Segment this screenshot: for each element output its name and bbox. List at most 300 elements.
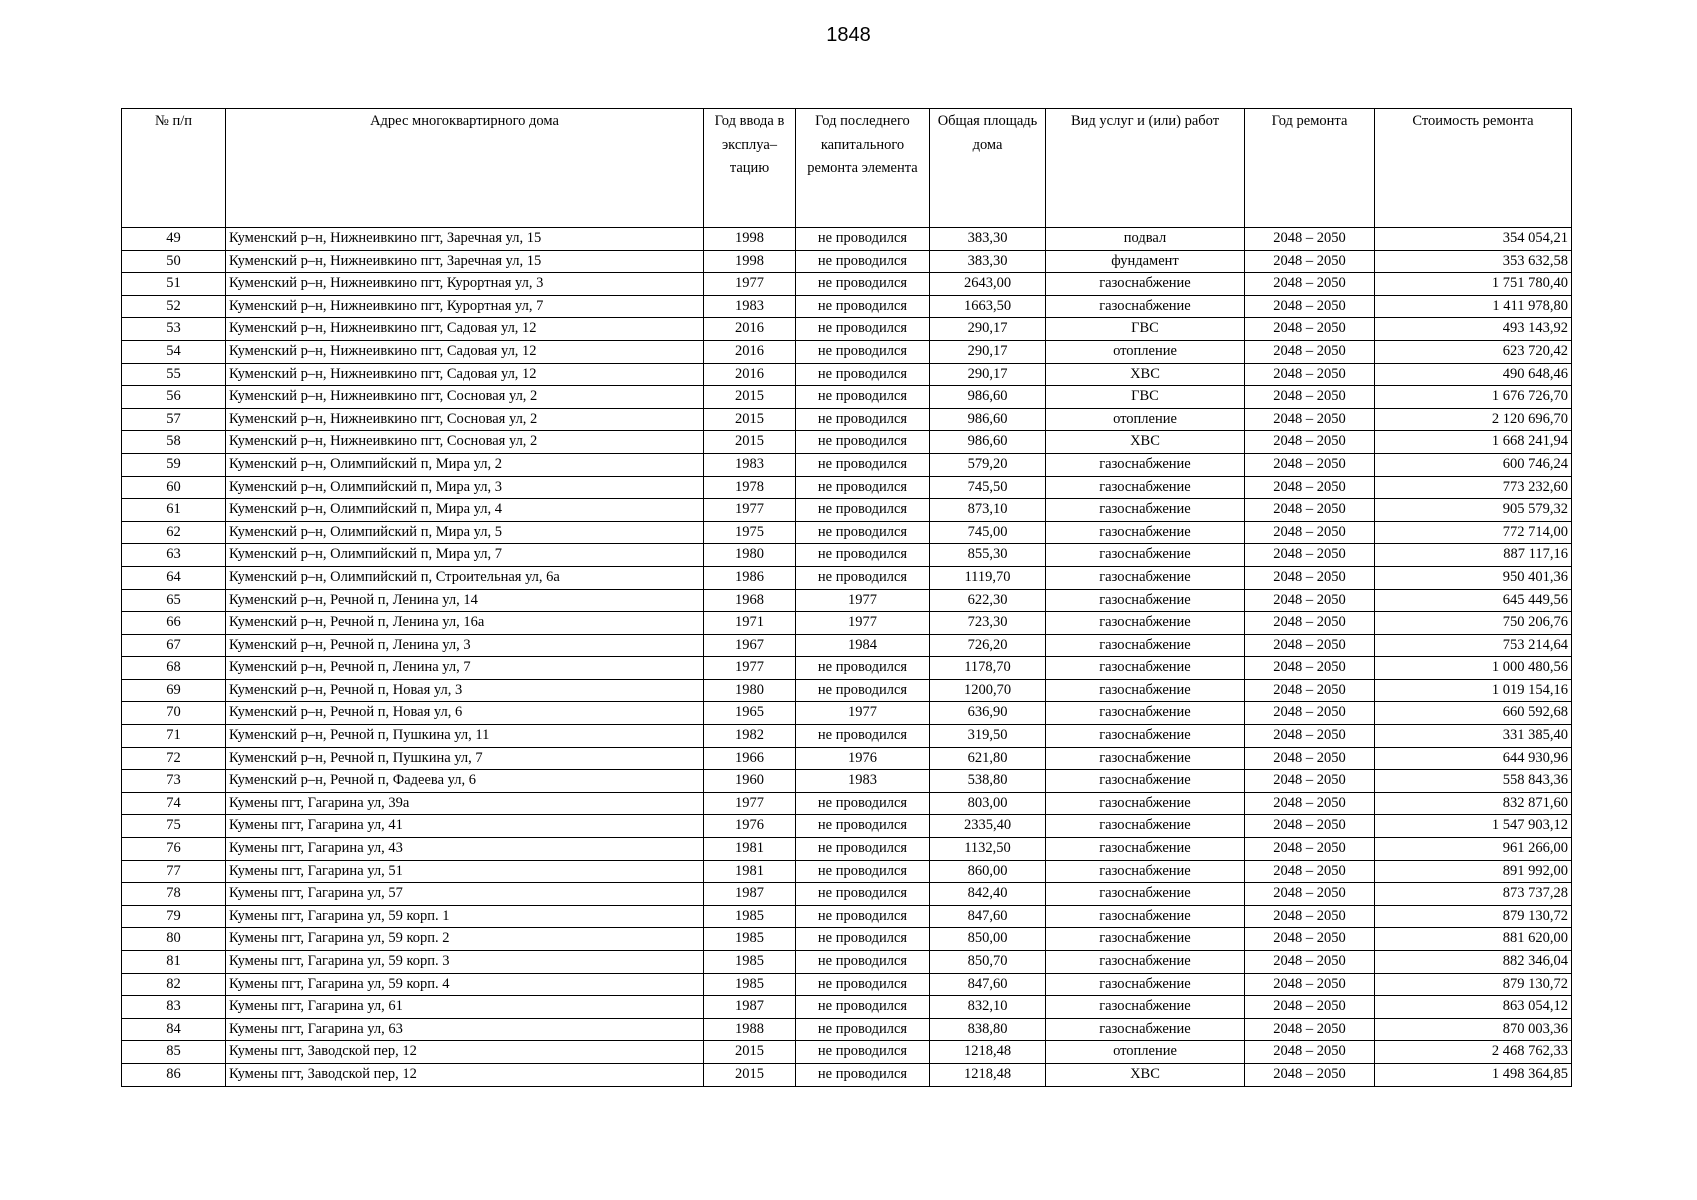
cell-work-type: фундамент [1046, 250, 1245, 273]
cell-repair-period: 2048 – 2050 [1245, 431, 1375, 454]
cell-address: Куменский р–н, Олимпийский п, Строительная ул, 6а [226, 566, 704, 589]
cell-year-last-repair: не проводился [796, 838, 930, 861]
cell-year-commission: 1966 [704, 747, 796, 770]
cell-repair-period: 2048 – 2050 [1245, 499, 1375, 522]
cell-repair-cost: 1 547 903,12 [1375, 815, 1572, 838]
cell-address: Куменский р–н, Речной п, Ленина ул, 14 [226, 589, 704, 612]
table-row [122, 295, 1572, 318]
cell-address: Куменский р–н, Нижнеивкино пгт, Садовая ул, 12 [226, 318, 704, 341]
table-body [122, 228, 1572, 1087]
cell-repair-cost: 660 592,68 [1375, 702, 1572, 725]
cell-year-last-repair: не проводился [796, 657, 930, 680]
cell-repair-cost: 1 676 726,70 [1375, 386, 1572, 409]
cell-year-commission: 1976 [704, 815, 796, 838]
cell-repair-cost: 881 620,00 [1375, 928, 1572, 951]
cell-number: 53 [122, 318, 226, 341]
cell-number: 78 [122, 883, 226, 906]
cell-number: 80 [122, 928, 226, 951]
cell-year-last-repair: 1984 [796, 634, 930, 657]
cell-year-last-repair: не проводился [796, 1041, 930, 1064]
cell-year-commission: 1981 [704, 838, 796, 861]
cell-year-last-repair: не проводился [796, 566, 930, 589]
cell-work-type: газоснабжение [1046, 544, 1245, 567]
cell-area: 1200,70 [930, 679, 1046, 702]
table-row [122, 657, 1572, 680]
table-row [122, 499, 1572, 522]
cell-area: 986,60 [930, 431, 1046, 454]
cell-year-commission: 1985 [704, 951, 796, 974]
cell-repair-cost: 1 411 978,80 [1375, 295, 1572, 318]
cell-repair-period: 2048 – 2050 [1245, 228, 1375, 251]
cell-address: Куменский р–н, Нижнеивкино пгт, Сосновая ул, 2 [226, 431, 704, 454]
cell-area: 838,80 [930, 1018, 1046, 1041]
cell-repair-period: 2048 – 2050 [1245, 996, 1375, 1019]
cell-address: Кумены пгт, Гагарина ул, 41 [226, 815, 704, 838]
cell-address: Кумены пгт, Заводской пер, 12 [226, 1041, 704, 1064]
cell-number: 68 [122, 657, 226, 680]
cell-area: 1218,48 [930, 1041, 1046, 1064]
cell-work-type: газоснабжение [1046, 1018, 1245, 1041]
cell-work-type: газоснабжение [1046, 996, 1245, 1019]
cell-year-last-repair: не проводился [796, 725, 930, 748]
cell-year-commission: 2016 [704, 363, 796, 386]
cell-number: 75 [122, 815, 226, 838]
cell-repair-cost: 353 632,58 [1375, 250, 1572, 273]
cell-year-last-repair: не проводился [796, 295, 930, 318]
table-row [122, 770, 1572, 793]
cell-year-last-repair: не проводился [796, 228, 930, 251]
cell-address: Кумены пгт, Гагарина ул, 59 корп. 1 [226, 905, 704, 928]
cell-address: Кумены пгт, Гагарина ул, 61 [226, 996, 704, 1019]
cell-repair-period: 2048 – 2050 [1245, 1041, 1375, 1064]
cell-repair-period: 2048 – 2050 [1245, 634, 1375, 657]
cell-area: 745,50 [930, 476, 1046, 499]
cell-number: 84 [122, 1018, 226, 1041]
cell-work-type: газоснабжение [1046, 951, 1245, 974]
cell-year-last-repair: не проводился [796, 1018, 930, 1041]
cell-work-type: газоснабжение [1046, 521, 1245, 544]
cell-address: Куменский р–н, Речной п, Ленина ул, 16а [226, 612, 704, 635]
cell-repair-period: 2048 – 2050 [1245, 702, 1375, 725]
table-row [122, 544, 1572, 567]
cell-repair-cost: 873 737,28 [1375, 883, 1572, 906]
cell-year-last-repair: не проводился [796, 318, 930, 341]
cell-repair-period: 2048 – 2050 [1245, 973, 1375, 996]
cell-number: 51 [122, 273, 226, 296]
table-row [122, 973, 1572, 996]
table-row [122, 883, 1572, 906]
cell-address: Кумены пгт, Гагарина ул, 39а [226, 792, 704, 815]
cell-work-type: газоснабжение [1046, 295, 1245, 318]
cell-year-commission: 1986 [704, 566, 796, 589]
cell-year-commission: 2015 [704, 1063, 796, 1086]
cell-year-last-repair: не проводился [796, 386, 930, 409]
cell-address: Куменский р–н, Нижнеивкино пгт, Курортная ул, 7 [226, 295, 704, 318]
cell-address: Куменский р–н, Олимпийский п, Мира ул, 4 [226, 499, 704, 522]
cell-year-commission: 2015 [704, 408, 796, 431]
cell-number: 77 [122, 860, 226, 883]
cell-year-commission: 2016 [704, 318, 796, 341]
cell-area: 1119,70 [930, 566, 1046, 589]
cell-year-last-repair: не проводился [796, 679, 930, 702]
cell-address: Куменский р–н, Олимпийский п, Мира ул, 3 [226, 476, 704, 499]
cell-area: 1218,48 [930, 1063, 1046, 1086]
cell-work-type: газоснабжение [1046, 815, 1245, 838]
cell-area: 850,00 [930, 928, 1046, 951]
header-year-last-repair: Год последнего капитального ремонта элемента [796, 109, 930, 228]
cell-year-commission: 1980 [704, 679, 796, 702]
cell-year-last-repair: 1977 [796, 612, 930, 635]
cell-repair-period: 2048 – 2050 [1245, 1018, 1375, 1041]
cell-work-type: газоснабжение [1046, 657, 1245, 680]
cell-year-commission: 1968 [704, 589, 796, 612]
cell-address: Куменский р–н, Речной п, Фадеева ул, 6 [226, 770, 704, 793]
cell-repair-cost: 2 468 762,33 [1375, 1041, 1572, 1064]
cell-repair-cost: 493 143,92 [1375, 318, 1572, 341]
cell-address: Кумены пгт, Гагарина ул, 59 корп. 3 [226, 951, 704, 974]
cell-year-last-repair: не проводился [796, 928, 930, 951]
cell-number: 52 [122, 295, 226, 318]
cell-number: 82 [122, 973, 226, 996]
cell-year-commission: 1977 [704, 499, 796, 522]
table-row [122, 928, 1572, 951]
table-row [122, 363, 1572, 386]
cell-address: Куменский р–н, Нижнеивкино пгт, Курортная ул, 3 [226, 273, 704, 296]
cell-area: 290,17 [930, 363, 1046, 386]
cell-work-type: ГВС [1046, 318, 1245, 341]
cell-year-last-repair: не проводился [796, 499, 930, 522]
cell-work-type: газоснабжение [1046, 838, 1245, 861]
cell-work-type: газоснабжение [1046, 273, 1245, 296]
table-row [122, 453, 1572, 476]
cell-work-type: газоснабжение [1046, 928, 1245, 951]
cell-address: Куменский р–н, Речной п, Пушкина ул, 7 [226, 747, 704, 770]
cell-year-commission: 1983 [704, 295, 796, 318]
cell-repair-period: 2048 – 2050 [1245, 476, 1375, 499]
cell-year-last-repair: не проводился [796, 883, 930, 906]
cell-repair-period: 2048 – 2050 [1245, 657, 1375, 680]
cell-number: 66 [122, 612, 226, 635]
cell-year-last-repair: не проводился [796, 408, 930, 431]
cell-year-commission: 1988 [704, 1018, 796, 1041]
cell-area: 319,50 [930, 725, 1046, 748]
cell-area: 726,20 [930, 634, 1046, 657]
cell-work-type: ХВС [1046, 431, 1245, 454]
cell-area: 873,10 [930, 499, 1046, 522]
cell-year-last-repair: не проводился [796, 951, 930, 974]
cell-year-commission: 1987 [704, 996, 796, 1019]
cell-number: 56 [122, 386, 226, 409]
cell-repair-period: 2048 – 2050 [1245, 747, 1375, 770]
cell-repair-cost: 600 746,24 [1375, 453, 1572, 476]
cell-repair-cost: 950 401,36 [1375, 566, 1572, 589]
cell-repair-period: 2048 – 2050 [1245, 589, 1375, 612]
cell-number: 49 [122, 228, 226, 251]
cell-number: 73 [122, 770, 226, 793]
cell-address: Куменский р–н, Речной п, Ленина ул, 7 [226, 657, 704, 680]
cell-repair-period: 2048 – 2050 [1245, 544, 1375, 567]
cell-number: 61 [122, 499, 226, 522]
cell-year-commission: 1985 [704, 973, 796, 996]
cell-work-type: газоснабжение [1046, 499, 1245, 522]
cell-year-last-repair: не проводился [796, 973, 930, 996]
cell-number: 55 [122, 363, 226, 386]
cell-work-type: отопление [1046, 1041, 1245, 1064]
cell-area: 579,20 [930, 453, 1046, 476]
cell-work-type: ГВС [1046, 386, 1245, 409]
cell-area: 383,30 [930, 250, 1046, 273]
cell-number: 65 [122, 589, 226, 612]
cell-year-last-repair: не проводился [796, 363, 930, 386]
cell-repair-period: 2048 – 2050 [1245, 725, 1375, 748]
cell-number: 74 [122, 792, 226, 815]
cell-area: 847,60 [930, 973, 1046, 996]
cell-repair-cost: 1 498 364,85 [1375, 1063, 1572, 1086]
cell-repair-period: 2048 – 2050 [1245, 273, 1375, 296]
cell-address: Куменский р–н, Нижнеивкино пгт, Заречная ул, 15 [226, 228, 704, 251]
cell-address: Куменский р–н, Нижнеивкино пгт, Сосновая ул, 2 [226, 408, 704, 431]
cell-work-type: отопление [1046, 408, 1245, 431]
cell-area: 803,00 [930, 792, 1046, 815]
cell-repair-cost: 773 232,60 [1375, 476, 1572, 499]
cell-year-last-repair: не проводился [796, 544, 930, 567]
cell-work-type: газоснабжение [1046, 589, 1245, 612]
cell-number: 60 [122, 476, 226, 499]
cell-area: 1663,50 [930, 295, 1046, 318]
cell-address: Кумены пгт, Гагарина ул, 43 [226, 838, 704, 861]
cell-work-type: газоснабжение [1046, 905, 1245, 928]
header-num: № п/п [122, 109, 226, 228]
cell-repair-cost: 354 054,21 [1375, 228, 1572, 251]
cell-repair-period: 2048 – 2050 [1245, 883, 1375, 906]
cell-area: 986,60 [930, 386, 1046, 409]
table-row [122, 838, 1572, 861]
cell-number: 76 [122, 838, 226, 861]
cell-repair-cost: 2 120 696,70 [1375, 408, 1572, 431]
header-address: Адрес многоквартирного дома [226, 109, 704, 228]
table-row [122, 905, 1572, 928]
cell-work-type: отопление [1046, 340, 1245, 363]
cell-address: Куменский р–н, Нижнеивкино пгт, Сосновая ул, 2 [226, 386, 704, 409]
cell-area: 290,17 [930, 340, 1046, 363]
cell-repair-cost: 879 130,72 [1375, 905, 1572, 928]
cell-area: 855,30 [930, 544, 1046, 567]
cell-year-commission: 1987 [704, 883, 796, 906]
cell-year-commission: 1981 [704, 860, 796, 883]
cell-year-commission: 2015 [704, 386, 796, 409]
cell-repair-cost: 905 579,32 [1375, 499, 1572, 522]
cell-year-last-repair: не проводился [796, 996, 930, 1019]
cell-year-last-repair: 1976 [796, 747, 930, 770]
cell-number: 54 [122, 340, 226, 363]
cell-area: 832,10 [930, 996, 1046, 1019]
cell-year-commission: 1977 [704, 792, 796, 815]
cell-year-last-repair: не проводился [796, 431, 930, 454]
cell-area: 842,40 [930, 883, 1046, 906]
cell-repair-cost: 891 992,00 [1375, 860, 1572, 883]
cell-work-type: ХВС [1046, 1063, 1245, 1086]
cell-number: 85 [122, 1041, 226, 1064]
table-row [122, 476, 1572, 499]
cell-area: 1132,50 [930, 838, 1046, 861]
header-area: Общая площадь дома [930, 109, 1046, 228]
cell-year-commission: 1982 [704, 725, 796, 748]
cell-area: 860,00 [930, 860, 1046, 883]
repair-register-table [121, 108, 1572, 1087]
cell-year-commission: 1971 [704, 612, 796, 635]
cell-work-type: газоснабжение [1046, 725, 1245, 748]
cell-area: 847,60 [930, 905, 1046, 928]
cell-number: 86 [122, 1063, 226, 1086]
cell-number: 83 [122, 996, 226, 1019]
cell-address: Куменский р–н, Речной п, Ленина ул, 3 [226, 634, 704, 657]
cell-number: 67 [122, 634, 226, 657]
table-row [122, 386, 1572, 409]
table-row [122, 747, 1572, 770]
cell-work-type: газоснабжение [1046, 792, 1245, 815]
cell-repair-cost: 882 346,04 [1375, 951, 1572, 974]
cell-number: 72 [122, 747, 226, 770]
cell-repair-period: 2048 – 2050 [1245, 1063, 1375, 1086]
table-row [122, 589, 1572, 612]
table-row [122, 318, 1572, 341]
cell-year-last-repair: 1977 [796, 589, 930, 612]
cell-number: 79 [122, 905, 226, 928]
cell-repair-period: 2048 – 2050 [1245, 815, 1375, 838]
cell-year-commission: 1978 [704, 476, 796, 499]
cell-repair-period: 2048 – 2050 [1245, 521, 1375, 544]
cell-work-type: газоснабжение [1046, 679, 1245, 702]
table-row [122, 815, 1572, 838]
table-row [122, 521, 1572, 544]
cell-repair-cost: 558 843,36 [1375, 770, 1572, 793]
cell-year-commission: 1975 [704, 521, 796, 544]
cell-work-type: газоснабжение [1046, 770, 1245, 793]
table-row [122, 340, 1572, 363]
table-row [122, 860, 1572, 883]
cell-repair-cost: 645 449,56 [1375, 589, 1572, 612]
cell-area: 2335,40 [930, 815, 1046, 838]
cell-year-last-repair: не проводился [796, 815, 930, 838]
cell-year-commission: 1977 [704, 273, 796, 296]
cell-year-last-repair: не проводился [796, 792, 930, 815]
cell-address: Куменский р–н, Олимпийский п, Мира ул, 2 [226, 453, 704, 476]
cell-repair-period: 2048 – 2050 [1245, 566, 1375, 589]
header-work-type: Вид услуг и (или) работ [1046, 109, 1245, 228]
cell-repair-cost: 753 214,64 [1375, 634, 1572, 657]
table-row [122, 228, 1572, 251]
cell-repair-period: 2048 – 2050 [1245, 951, 1375, 974]
cell-work-type: газоснабжение [1046, 973, 1245, 996]
header-repair-cost: Стоимость ремонта [1375, 109, 1572, 228]
cell-repair-period: 2048 – 2050 [1245, 792, 1375, 815]
page-number: 1848 [826, 24, 871, 46]
cell-repair-cost: 772 714,00 [1375, 521, 1572, 544]
cell-work-type: газоснабжение [1046, 566, 1245, 589]
cell-year-commission: 1998 [704, 228, 796, 251]
cell-work-type: подвал [1046, 228, 1245, 251]
cell-year-last-repair: 1983 [796, 770, 930, 793]
cell-address: Куменский р–н, Нижнеивкино пгт, Заречная ул, 15 [226, 250, 704, 273]
cell-address: Кумены пгт, Гагарина ул, 59 корп. 4 [226, 973, 704, 996]
cell-number: 59 [122, 453, 226, 476]
cell-year-last-repair: 1977 [796, 702, 930, 725]
cell-number: 62 [122, 521, 226, 544]
cell-area: 723,30 [930, 612, 1046, 635]
cell-area: 2643,00 [930, 273, 1046, 296]
table-row [122, 725, 1572, 748]
cell-repair-cost: 331 385,40 [1375, 725, 1572, 748]
cell-year-commission: 2016 [704, 340, 796, 363]
cell-repair-cost: 1 000 480,56 [1375, 657, 1572, 680]
cell-work-type: газоснабжение [1046, 747, 1245, 770]
cell-repair-period: 2048 – 2050 [1245, 250, 1375, 273]
cell-repair-cost: 887 117,16 [1375, 544, 1572, 567]
cell-address: Куменский р–н, Речной п, Новая ул, 6 [226, 702, 704, 725]
cell-work-type: газоснабжение [1046, 453, 1245, 476]
table-row [122, 792, 1572, 815]
cell-year-last-repair: не проводился [796, 905, 930, 928]
cell-address: Куменский р–н, Нижнеивкино пгт, Садовая ул, 12 [226, 340, 704, 363]
cell-number: 64 [122, 566, 226, 589]
cell-repair-period: 2048 – 2050 [1245, 860, 1375, 883]
cell-year-commission: 1998 [704, 250, 796, 273]
table-row [122, 612, 1572, 635]
cell-repair-cost: 870 003,36 [1375, 1018, 1572, 1041]
cell-address: Кумены пгт, Гагарина ул, 63 [226, 1018, 704, 1041]
cell-work-type: газоснабжение [1046, 883, 1245, 906]
table-row [122, 250, 1572, 273]
cell-number: 63 [122, 544, 226, 567]
header-repair-period: Год ремонта [1245, 109, 1375, 228]
table-row [122, 1063, 1572, 1086]
cell-year-commission: 1985 [704, 905, 796, 928]
cell-number: 69 [122, 679, 226, 702]
cell-repair-period: 2048 – 2050 [1245, 905, 1375, 928]
cell-year-commission: 1960 [704, 770, 796, 793]
cell-repair-cost: 879 130,72 [1375, 973, 1572, 996]
table-row [122, 679, 1572, 702]
cell-area: 1178,70 [930, 657, 1046, 680]
cell-area: 383,30 [930, 228, 1046, 251]
header-row [122, 109, 1572, 228]
cell-work-type: ХВС [1046, 363, 1245, 386]
cell-repair-period: 2048 – 2050 [1245, 363, 1375, 386]
cell-work-type: газоснабжение [1046, 702, 1245, 725]
cell-repair-period: 2048 – 2050 [1245, 318, 1375, 341]
cell-repair-cost: 1 751 780,40 [1375, 273, 1572, 296]
table-row [122, 431, 1572, 454]
cell-address: Куменский р–н, Речной п, Пушкина ул, 11 [226, 725, 704, 748]
table-row [122, 951, 1572, 974]
cell-year-last-repair: не проводился [796, 250, 930, 273]
cell-work-type: газоснабжение [1046, 612, 1245, 635]
cell-year-last-repair: не проводился [796, 453, 930, 476]
cell-area: 290,17 [930, 318, 1046, 341]
cell-repair-cost: 961 266,00 [1375, 838, 1572, 861]
cell-year-last-repair: не проводился [796, 1063, 930, 1086]
cell-year-last-repair: не проводился [796, 340, 930, 363]
cell-repair-cost: 623 720,42 [1375, 340, 1572, 363]
cell-year-commission: 1965 [704, 702, 796, 725]
cell-repair-period: 2048 – 2050 [1245, 770, 1375, 793]
cell-number: 57 [122, 408, 226, 431]
cell-area: 621,80 [930, 747, 1046, 770]
cell-work-type: газоснабжение [1046, 476, 1245, 499]
cell-number: 81 [122, 951, 226, 974]
cell-area: 622,30 [930, 589, 1046, 612]
cell-repair-period: 2048 – 2050 [1245, 386, 1375, 409]
